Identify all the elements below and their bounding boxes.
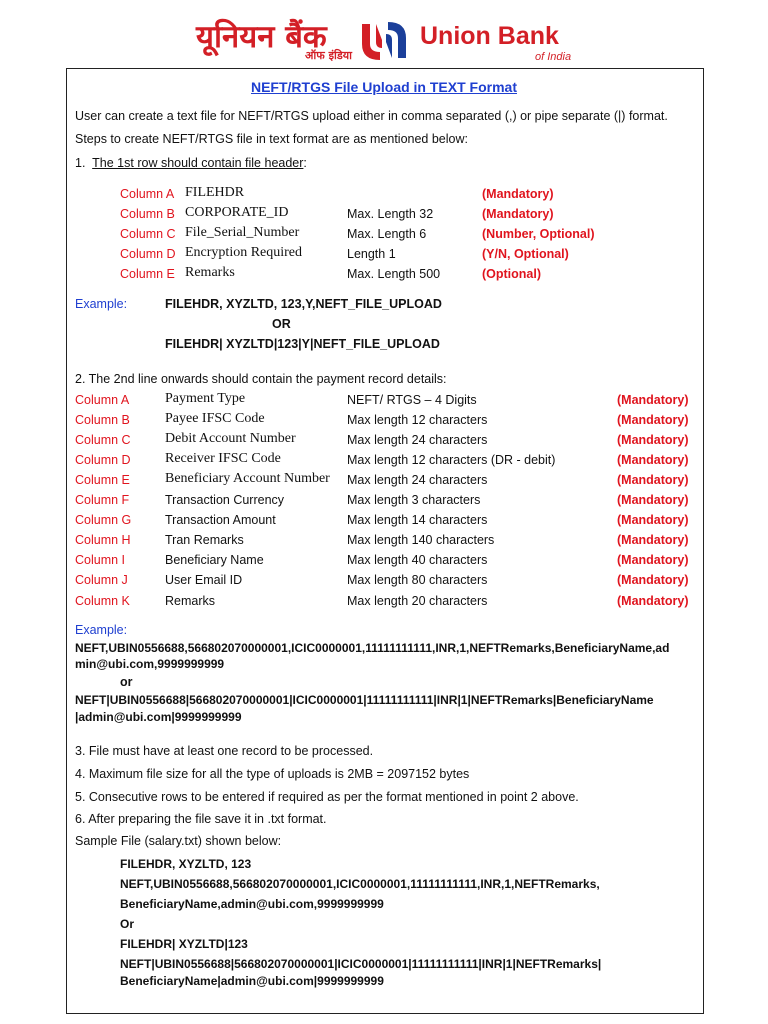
column-length: Max length 3 characters xyxy=(347,493,481,507)
sample-line: BeneficiaryName|admin@ubi.com|9999999999 xyxy=(120,974,384,988)
column-name: Transaction Currency xyxy=(165,493,285,507)
sample-line: FILEHDR| XYZLTD|123 xyxy=(120,937,248,951)
column-name: File_Serial_Number xyxy=(185,225,300,240)
column-note: (Number, Optional) xyxy=(482,227,595,241)
column-name: Debit Account Number xyxy=(165,431,296,446)
column-length: Max length 24 characters xyxy=(347,433,488,447)
column-note: (Mandatory) xyxy=(617,473,689,487)
column-note: (Mandatory) xyxy=(617,453,689,467)
column-name: CORPORATE_ID xyxy=(185,205,289,220)
column-label: Column B xyxy=(75,413,130,427)
step-6: 6. After preparing the file save it in .txt format. xyxy=(75,812,327,826)
example-2-line-1b: min@ubi.com,9999999999 xyxy=(75,657,225,671)
column-label: Column H xyxy=(75,533,131,547)
example-1-or: OR xyxy=(272,317,291,331)
column-name: Beneficiary Name xyxy=(165,553,264,567)
step-3: 3. File must have at least one record to be processed. xyxy=(75,744,374,758)
column-length: Max length 40 characters xyxy=(347,553,488,567)
sample-label: Sample File (salary.txt) shown below: xyxy=(75,834,282,848)
sample-line: BeneficiaryName,admin@ubi.com,9999999999 xyxy=(120,897,384,911)
column-label: Column K xyxy=(75,594,130,608)
page-title: NEFT/RTGS File Upload in TEXT Format xyxy=(250,79,517,95)
column-note: (Mandatory) xyxy=(482,207,554,221)
column-name: Encryption Required xyxy=(185,245,303,260)
sample-line: NEFT,UBIN0556688,566802070000001,ICIC0000001,11111111111,INR,1,NEFTRemarks, xyxy=(120,877,600,891)
column-note: (Mandatory) xyxy=(617,393,689,407)
column-note: (Mandatory) xyxy=(617,413,689,427)
example-1-label: Example: xyxy=(75,297,128,311)
column-note: (Mandatory) xyxy=(617,493,689,507)
column-label: Column C xyxy=(120,227,176,241)
example-2-line-1a: NEFT,UBIN0556688,566802070000001,ICIC0000001,11111111111,INR,1,NEFTRemarks,BeneficiaryName,ad xyxy=(75,641,670,655)
column-note: (Mandatory) xyxy=(617,433,689,447)
column-name: Payment Type xyxy=(165,391,246,406)
column-label: Column A xyxy=(75,393,130,407)
column-label: Column J xyxy=(75,573,128,587)
step-1-number: 1. xyxy=(75,156,86,170)
union-bank-logo-icon xyxy=(356,18,412,64)
column-length: Max length 14 characters xyxy=(347,513,488,527)
step-1-heading xyxy=(75,155,307,171)
bank-brand-name: Union Bank xyxy=(420,22,559,50)
example-1-line-2: FILEHDR| XYZLTD|123|Y|NEFT_FILE_UPLOAD xyxy=(165,337,440,351)
column-name: Payee IFSC Code xyxy=(165,411,265,426)
example-2-label: Example: xyxy=(75,623,128,637)
column-note: (Mandatory) xyxy=(482,187,554,201)
column-note: (Mandatory) xyxy=(617,533,689,547)
column-name: FILEHDR xyxy=(185,185,245,200)
column-name: Tran Remarks xyxy=(165,533,244,547)
column-length: Max length 20 characters xyxy=(347,594,488,608)
column-note: (Mandatory) xyxy=(617,513,689,527)
column-label: Column F xyxy=(75,493,130,507)
column-label: Column D xyxy=(75,453,131,467)
column-length: NEFT/ RTGS – 4 Digits xyxy=(347,393,477,407)
column-label: Column B xyxy=(120,207,175,221)
sample-line: NEFT|UBIN0556688|566802070000001|ICIC0000001|11111111111|INR|1|NEFTRemarks| xyxy=(120,957,602,971)
column-length: Max. Length 6 xyxy=(347,227,427,241)
step-5: 5. Consecutive rows to be entered if required as per the format mentioned in point 2 above. xyxy=(75,790,579,804)
hindi-bank-name: यूनियन बैंक xyxy=(196,19,327,55)
example-2-line-2a: NEFT|UBIN0556688|566802070000001|ICIC0000001|11111111111|INR|1|NEFTRemarks|BeneficiaryName xyxy=(75,693,654,707)
column-label: Column A xyxy=(120,187,175,201)
column-note: (Mandatory) xyxy=(617,553,689,567)
column-label: Column I xyxy=(75,553,126,567)
step-1-colon: : xyxy=(303,156,307,170)
column-length: Max length 12 characters xyxy=(347,413,488,427)
column-name: User Email ID xyxy=(165,573,243,587)
column-length: Max length 80 characters xyxy=(347,573,488,587)
column-name: Receiver IFSC Code xyxy=(165,451,281,466)
intro-line-1: User can create a text file for NEFT/RTGS upload either in comma separated (,) or pipe separate (|) format. xyxy=(75,109,668,123)
column-length: Max. Length 500 xyxy=(347,267,441,281)
column-label: Column E xyxy=(120,267,175,281)
sample-line: Or xyxy=(120,917,135,931)
column-length: Max length 12 characters (DR - debit) xyxy=(347,453,556,467)
example-2-or: or xyxy=(120,675,133,689)
step-1-text: The 1st row should contain file header xyxy=(92,156,304,170)
example-2-line-2b: |admin@ubi.com|9999999999 xyxy=(75,710,242,724)
bank-brand-subtitle: of India xyxy=(535,51,572,63)
column-note: (Mandatory) xyxy=(617,573,689,587)
column-label: Column E xyxy=(75,473,130,487)
column-length: Max. Length 32 xyxy=(347,207,434,221)
column-length: Length 1 xyxy=(347,247,396,261)
step-2-heading: 2. The 2nd line onwards should contain the payment record details: xyxy=(75,372,447,386)
column-length: Max length 24 characters xyxy=(347,473,488,487)
hindi-bank-subtitle: ऑफ इंडिया xyxy=(305,49,352,62)
intro-line-2: Steps to create NEFT/RTGS file in text format are as mentioned below: xyxy=(75,132,468,146)
column-length: Max length 140 characters xyxy=(347,533,495,547)
column-name: Beneficiary Account Number xyxy=(165,471,330,486)
column-label: Column D xyxy=(120,247,176,261)
column-label: Column C xyxy=(75,433,131,447)
column-note: (Mandatory) xyxy=(617,594,689,608)
column-label: Column G xyxy=(75,513,132,527)
column-name: Remarks xyxy=(165,594,216,608)
bank-header xyxy=(0,18,768,66)
sample-line: FILEHDR, XYZLTD, 123 xyxy=(120,857,252,871)
column-note: (Y/N, Optional) xyxy=(482,247,569,261)
column-note: (Optional) xyxy=(482,267,542,281)
step-4: 4. Maximum file size for all the type of uploads is 2MB = 2097152 bytes xyxy=(75,767,470,781)
column-name: Remarks xyxy=(185,265,235,280)
example-1-line-1: FILEHDR, XYZLTD, 123,Y,NEFT_FILE_UPLOAD xyxy=(165,297,442,311)
column-name: Transaction Amount xyxy=(165,513,276,527)
